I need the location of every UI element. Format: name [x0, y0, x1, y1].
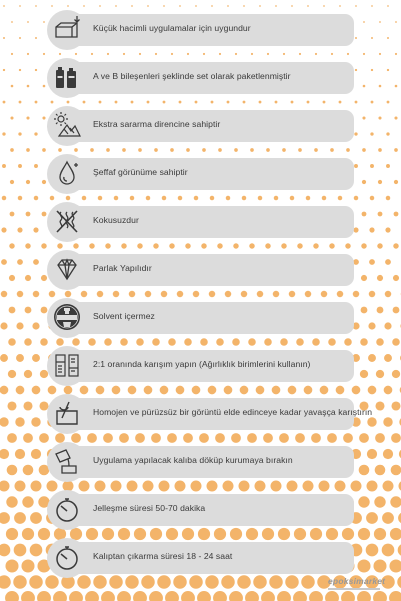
small-box-icon	[47, 10, 87, 50]
pour-icon	[47, 442, 87, 482]
timer-icon	[47, 538, 87, 578]
brand-logo: epoksimarket	[328, 576, 386, 586]
feature-label: Kokusuzdur	[93, 215, 139, 225]
feature-label: Parlak Yapılıdır	[93, 263, 152, 273]
feature-row	[0, 252, 401, 296]
feature-label: Şeffaf görünüme sahiptir	[93, 167, 188, 177]
brand-underline	[328, 588, 380, 590]
feature-row	[0, 348, 401, 392]
feature-label: Uygulama yapılacak kalıba döküp kurumaya bırakın	[93, 455, 293, 465]
feature-row	[0, 60, 401, 104]
feature-row	[0, 444, 401, 488]
feature-label: A ve B bileşenleri şeklinde set olarak paketlenmiştir	[93, 71, 291, 81]
feature-label: Küçük hacimli uygulamalar için uygundur	[93, 23, 251, 33]
stir-icon	[47, 394, 87, 434]
bottles-icon	[47, 58, 87, 98]
feature-label: Solvent içermez	[93, 311, 155, 321]
solvent-free-icon	[47, 298, 87, 338]
feature-row	[0, 396, 401, 440]
mix-ratio-icon	[47, 346, 87, 386]
feature-label: Kalıptan çıkarma süresi 18 - 24 saat	[93, 551, 233, 561]
feature-row	[0, 204, 401, 248]
feature-row	[0, 156, 401, 200]
feature-row	[0, 492, 401, 536]
sun-resistance-icon	[47, 106, 87, 146]
feature-row	[0, 108, 401, 152]
feature-row	[0, 12, 401, 56]
no-smell-icon	[47, 202, 87, 242]
feature-label: Jelleşme süresi 50-70 dakika	[93, 503, 206, 513]
drop-icon	[47, 154, 87, 194]
timer-icon	[47, 490, 87, 530]
diamond-icon	[47, 250, 87, 290]
feature-row	[0, 300, 401, 344]
feature-label: Homojen ve pürüzsüz bir görüntü elde edinceye kadar yavaşça karıştırın	[93, 407, 373, 417]
feature-label: Ekstra sararma direncine sahiptir	[93, 119, 221, 129]
feature-label: 2:1 oranında karışım yapın (Ağırlıklık birimlerini kullanın)	[93, 359, 311, 369]
